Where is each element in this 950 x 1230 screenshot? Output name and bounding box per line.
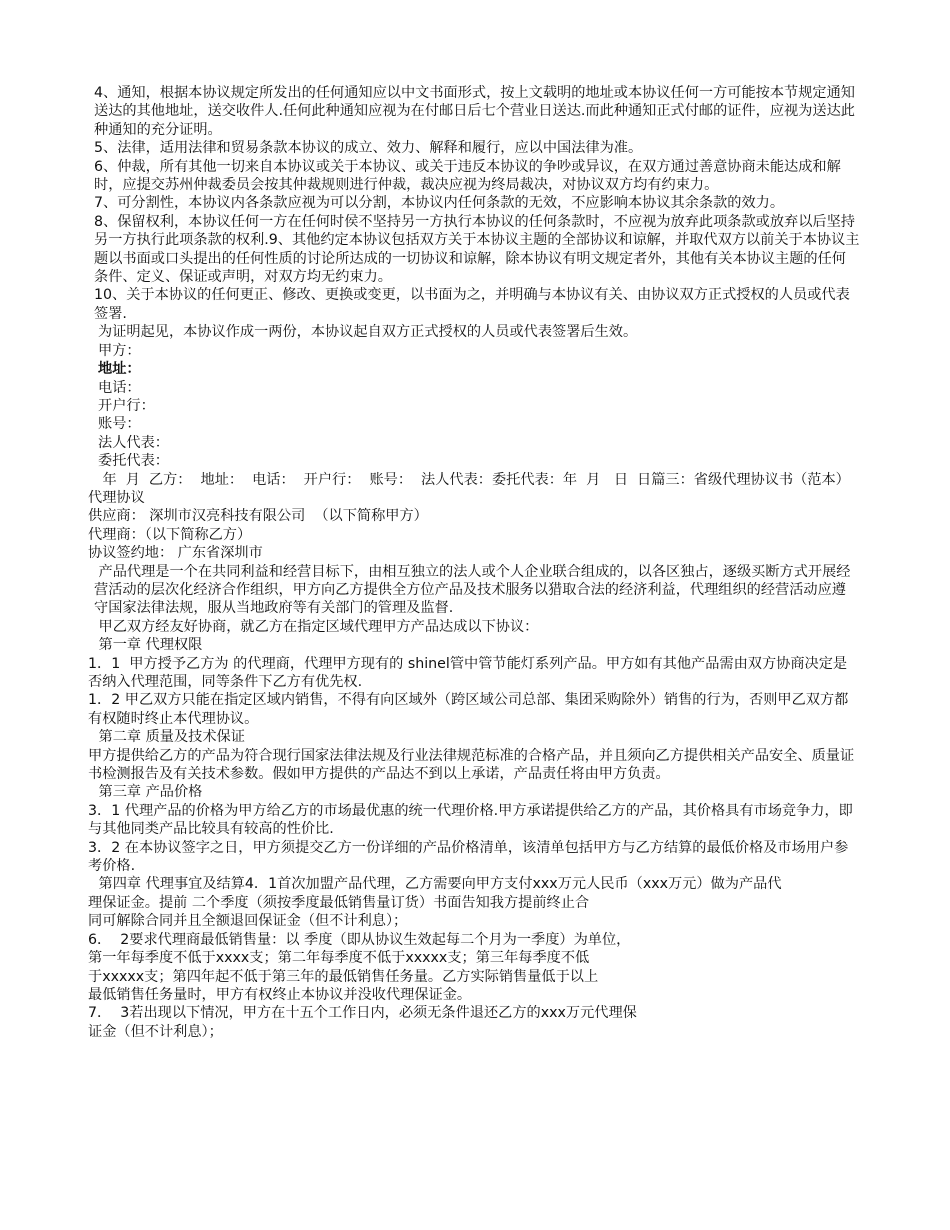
witness-statement: 为证明起见，本协议作成一两份，本协议起自双方正式授权的人员或代表签署后生效。 [98, 324, 638, 341]
signature-line-party-b: 年 月 乙方： 地址： 电话： 开户行： 账号： 法人代表：委托代表：年 月 日 日篇三：省级代理协议书（范本） [98, 471, 850, 488]
chapter-2-heading: 第二章 质量及技术保证 [94, 729, 245, 746]
agency-agreement-title: 代理协议 [88, 489, 145, 506]
document-body [88, 84, 860, 1041]
clause-7-3-line-2: 证金（但不计利息）； [88, 1023, 223, 1040]
clause-3-2: 3．2 在本协议签字之日，甲方须提交乙方一份详细的产品价格清单，该清单包括甲方与乙方结算的最低价格及市场用户参考价格. [88, 839, 849, 875]
clause-6-2-line-3: 于xxxxx支；第四年起不低于第三年的最低销售任务量。乙方实际销售量低于以上 [88, 968, 599, 985]
address-label: 地址： [98, 361, 141, 378]
clause-1-2: 1．2 甲乙双方只能在指定区域内销售，不得有向区域外（跨区域公司总部、集团采购除外）销售的行为，否则甲乙双方都有权随时终止本代理协议。 [88, 692, 849, 727]
clause-5-law: 5、法律，适用法律和贸易条款本协议的成立、效力、解释和履行，应以中国法律为准。 [94, 140, 643, 157]
chapter-3-heading: 第三章 产品价格 [94, 784, 203, 801]
chapter-1-heading: 第一章 代理权限 [94, 637, 203, 654]
clause-6-2-line-4: 最低销售任务量时，甲方有权终止本协议并没收代理保证金。 [88, 986, 472, 1003]
clause-7-severability: 7、可分割性，本协议内各条款应视为可以分割，本协议内任何条款的无效，不应影响本协议其余条款的效力。 [94, 195, 785, 212]
phone-label: 电话： [98, 379, 141, 396]
signing-place-line: 协议签约地： 广东省深圳市 [88, 545, 263, 562]
account-label: 账号： [98, 416, 141, 433]
clause-6-2-line-1: 6． 2要求代理商最低销售量：以 季度（即从协议生效起每二个月为一季度）为单位， [88, 931, 631, 948]
clause-4-notice: 4、通知，根据本协议规定所发出的任何通知应以中文书面形式，按上文载明的地址或本协议任何一方可能按本节规定通知送达的其他地址，送交收件人.任何此种通知应视为在付邮日后七个营业日送达.而此种通知正式付邮的证件，应视为送达此种通知的充分证明。 [94, 85, 855, 138]
party-a-label: 甲方： [98, 342, 141, 359]
clause-1-1: 1．1 甲方授予乙方为 的代理商，代理甲方现有的 shinel管中管节能灯系列产品。甲方如有其他产品需由双方协商决定是否纳入代理范围，同等条件下乙方有优先权. [88, 655, 848, 690]
clause-6-arbitration: 6、仲裁，所有其他一切来自本协议或关于本协议、或关于违反本协议的争吵或异议，在双方通过善意协商未能达成和解时，应提交苏州仲裁委员会按其仲裁规则进行仲裁，裁决应视为终局裁决，对协议双方均有约束力。 [94, 158, 841, 194]
bank-label: 开户行： [98, 397, 155, 414]
intro-paragraph: 产品代理是一个在共同利益和经营目标下，由相互独立的法人或个人企业联合组成的，以各区独占，逐级买断方式开展经营活动的层次化经济合作组织，甲方向乙方提供全方位产品及技术服务以猎取合法的经济利益，代理组织的经营活动应遵守国家法律法规，服从当地政府等有关部门的管理及监督. [94, 563, 851, 617]
chapter-4-heading: 第四章 代理事宜及结算4．1首次加盟产品代理，乙方需要向甲方支付xxx万元人民币（xxx万元）做为产品代 [94, 876, 782, 893]
clause-10-amendment: 10、关于本协议的任何更正、修改、更换或变更，以书面为之，并明确与本协议有关、由协议双方正式授权的人员或代表签署. [94, 287, 850, 322]
legal-rep-label: 法人代表： [98, 434, 169, 451]
entrusted-rep-label: 委托代表： [98, 453, 169, 470]
agent-line: 代理商：（以下简称乙方） [88, 526, 252, 543]
deposit-line-2: 同可解除合同并且全额退回保证金（但不计利息）； [88, 913, 408, 930]
clause-3-1: 3．1 代理产品的价格为甲方给乙方的市场最优惠的统一代理价格.甲方承诺提供给乙方的产品，其价格具有市场竞争力，即与其他同类产品比较具有较高的性价比. [88, 802, 853, 838]
deposit-line-1: 理保证金。提前 二个季度（须按季度最低销售量订货）书面告知我方提前终止合 [88, 894, 590, 911]
quality-paragraph: 甲方提供给乙方的产品为符合现行国家法律法规及行业法律规范标准的合格产品，并且须向乙方提供相关产品安全、质量证书检测报告及有关技术参数。假如甲方提供的产品达不到以上承诺，产品责任将由甲方负责。 [88, 747, 855, 783]
clause-7-3-line-1: 7． 3若出现以下情况，甲方在十五个工作日内，必须无条件退还乙方的xxx万元代理保 [88, 1005, 637, 1022]
agreement-statement: 甲乙双方经友好协商，就乙方在指定区域代理甲方产品达成以下协议： [94, 618, 539, 635]
clause-8-reservation: 8、保留权利，本协议任何一方在任何时侯不坚持另一方执行本协议的任何条款时，不应视为放弃此项条款或放弃以后坚持另一方执行此项条款的权利.9、其他约定本协议包括双方关于本协议主题的全部协议和谅解，并取代双方以前关于本协议主题以书面或口头提出的任何性质的讨论所达成的一切协议和谅解，除本协议有明文规定者外，其他有关本协议主题的任何条件、定义、保证或声明，对双方均无约束力。 [94, 213, 860, 286]
supplier-line: 供应商： 深圳市汉亮科技有限公司 （以下简称甲方） [88, 508, 428, 525]
clause-6-2-line-2: 第一年每季度不低于xxxx支；第二年每季度不低于xxxxx支；第三年每季度不低 [88, 950, 590, 967]
